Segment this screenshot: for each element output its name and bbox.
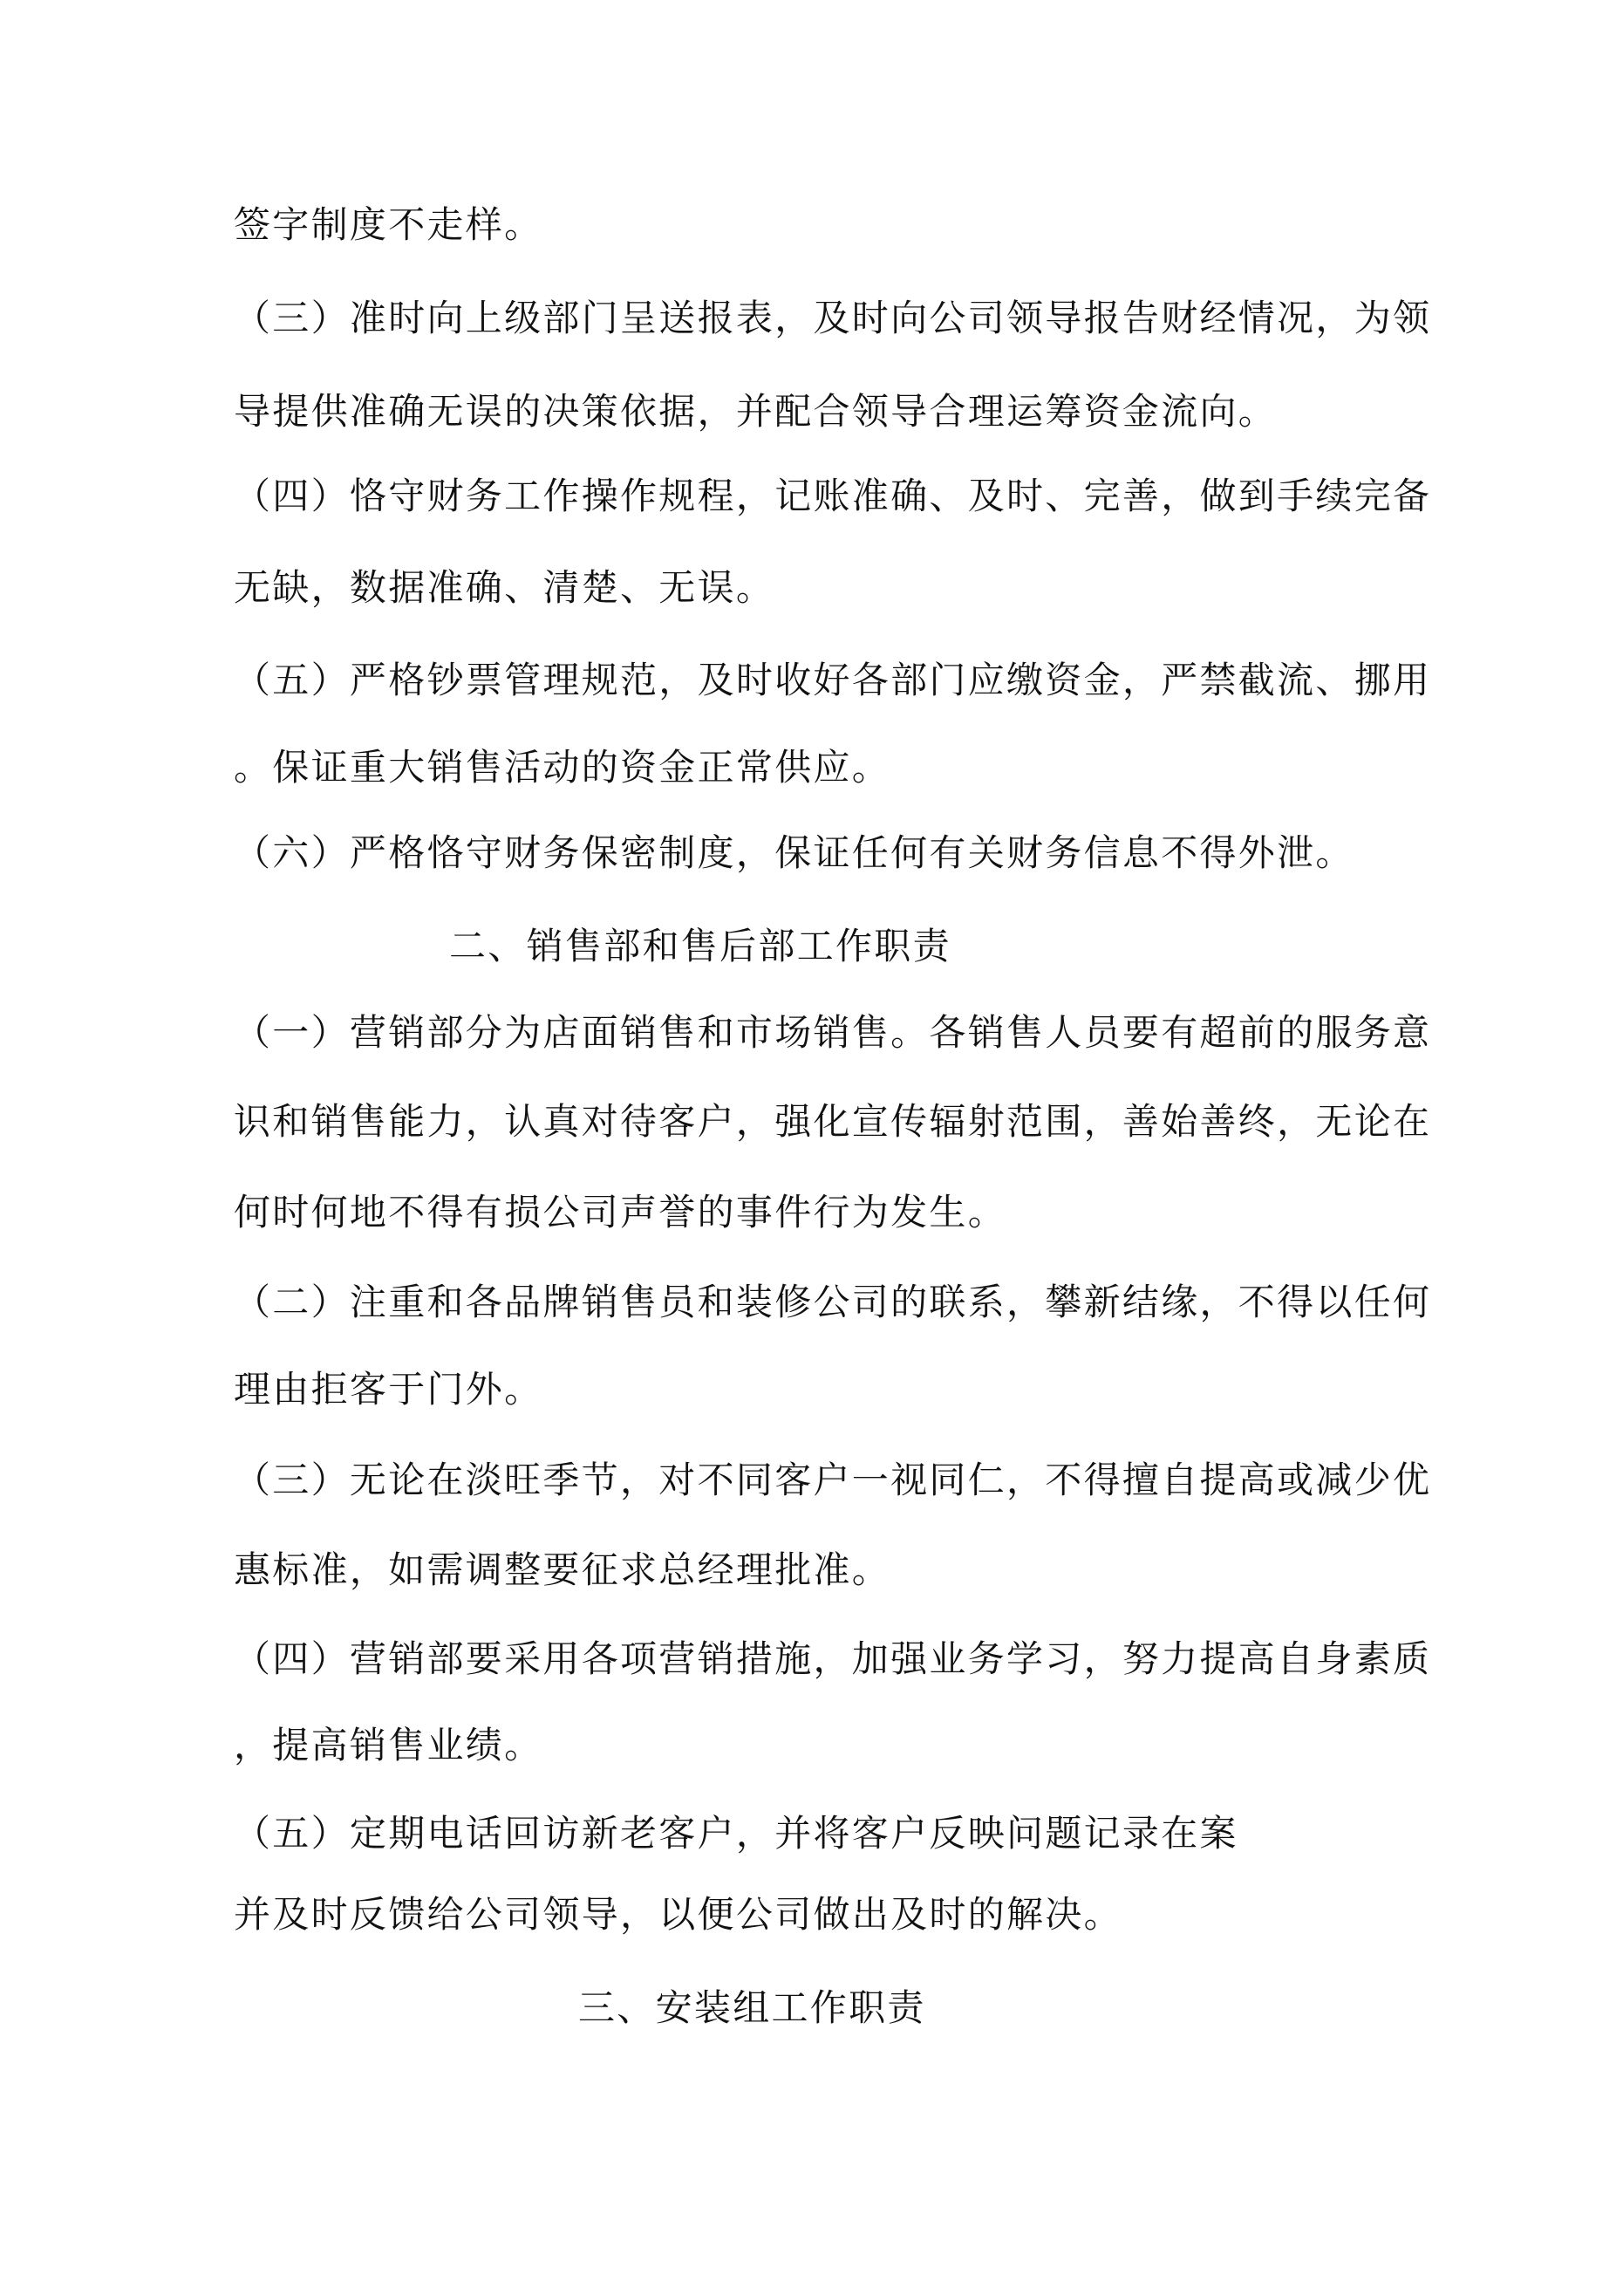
text-line: （四）恪守财务工作操作规程，记账准确、及时、完善，做到手续完备 — [234, 475, 1432, 517]
text-line: （六）严格恪守财务保密制度，保证任何有关财务信息不得外泄。 — [234, 831, 1354, 874]
text-line: （三）无论在淡旺季节，对不同客户一视同仁，不得擅自提高或减少优 — [234, 1459, 1432, 1501]
section-heading: 二、销售部和售后部工作职责 — [449, 925, 951, 967]
text-line: （二）注重和各品牌销售员和装修公司的联系，攀新结缘，不得以任何 — [234, 1281, 1432, 1323]
text-line: 。保证重大销售活动的资金正常供应。 — [234, 746, 891, 789]
text-line: ，提高销售业绩。 — [234, 1724, 543, 1766]
text-line: 何时何地不得有损公司声誉的事件行为发生。 — [234, 1191, 1007, 1233]
text-line: 签字制度不走样。 — [234, 203, 543, 246]
text-line: （四）营销部要采用各项营销措施，加强业务学习，努力提高自身素质 — [234, 1637, 1432, 1680]
text-line: 理由拒客于门外。 — [234, 1368, 543, 1411]
text-line: （五）定期电话回访新老客户，并将客户反映问题记录在案 — [234, 1812, 1238, 1855]
text-line: （一）营销部分为店面销售和市场销售。各销售人员要有超前的服务意 — [234, 1011, 1432, 1054]
text-line: 导提供准确无误的决策依据，并配合领导合理运筹资金流向。 — [234, 390, 1278, 433]
text-line: 识和销售能力，认真对待客户，强化宣传辐射范围，善始善终，无论在 — [234, 1100, 1432, 1143]
text-line: （五）严格钞票管理规范，及时收好各部门应缴资金，严禁截流、挪用 — [234, 659, 1432, 701]
text-line: （三）准时向上级部门呈送报表，及时向公司领导报告财经情况，为领 — [234, 297, 1432, 339]
text-line: 无缺，数据准确、清楚、无误。 — [234, 566, 775, 609]
text-line: 惠标准，如需调整要征求总经理批准。 — [234, 1548, 891, 1591]
text-line: 并及时反馈给公司领导，以便公司做出及时的解决。 — [234, 1893, 1122, 1936]
section-heading: 三、安装组工作职责 — [578, 1986, 926, 2029]
